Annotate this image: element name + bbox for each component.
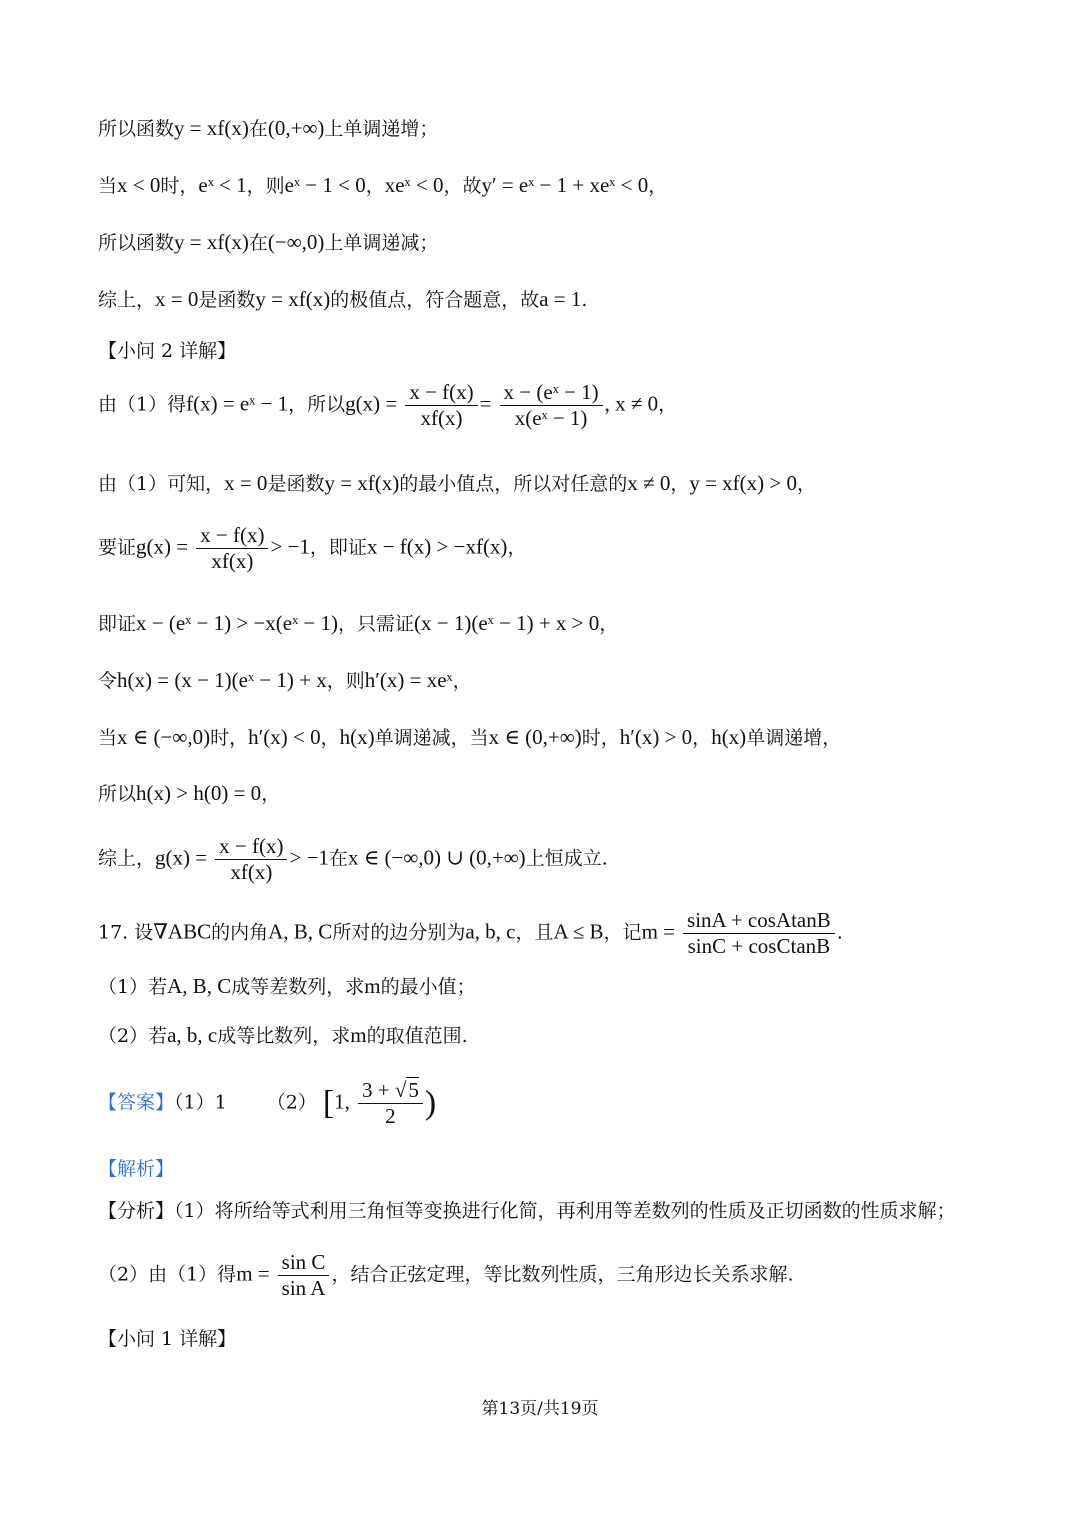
text: ， xyxy=(599,613,619,635)
line-4 xyxy=(98,289,587,310)
text: 时， xyxy=(160,175,199,197)
text: ，结合正弦定理，等比数列性质，三角形边长关系求解. xyxy=(331,1263,794,1286)
subsection-heading-1 xyxy=(98,1330,236,1349)
text: ， xyxy=(452,670,472,692)
math: y′ = eˣ − 1 + xeˣ < 0 xyxy=(481,173,649,197)
fraction xyxy=(500,380,603,431)
fraction xyxy=(405,380,477,431)
text: 即证 xyxy=(98,613,137,635)
bracket-right: ) xyxy=(424,1084,437,1122)
math: m xyxy=(350,1023,367,1047)
math: f(x) = eˣ − 1 xyxy=(186,391,289,416)
math: a = 1 xyxy=(539,287,582,311)
text: ，则 xyxy=(246,175,285,197)
analysis-label xyxy=(98,1160,174,1179)
text: 上单调递减； xyxy=(324,232,439,254)
math: h′(x) < 0 xyxy=(248,725,321,749)
text: 当 xyxy=(98,727,118,749)
problem-17-part-2 xyxy=(98,1025,468,1046)
denominator: xf(x) xyxy=(230,860,273,884)
line-9 xyxy=(98,613,618,634)
text: 要证 xyxy=(98,536,137,559)
math: m xyxy=(364,974,381,998)
text: 综上， xyxy=(98,847,156,870)
text: 上恒成立. xyxy=(525,847,608,870)
line-12 xyxy=(98,783,280,804)
text: 成等差数列，求 xyxy=(231,976,365,998)
text: ，即证 xyxy=(309,536,367,559)
text: 【解析】 xyxy=(98,1158,175,1180)
line-10 xyxy=(98,670,472,691)
line-2 xyxy=(98,175,667,196)
text: ，只需证 xyxy=(338,613,415,635)
text: 所以函数 xyxy=(98,118,175,140)
text: 由（1）得 xyxy=(98,393,187,416)
problem-17-statement xyxy=(98,908,843,959)
math: y = xf(x) xyxy=(324,471,400,495)
math: h′(x) > 0 xyxy=(619,725,693,749)
text: 所以函数 xyxy=(98,232,175,254)
bracket-left: [ xyxy=(322,1084,335,1122)
math: x < 0 xyxy=(117,173,161,197)
text: 成等比数列，求 xyxy=(217,1025,351,1047)
text: 所对的边分别为 xyxy=(332,921,466,944)
text: ， xyxy=(261,783,281,805)
fraction xyxy=(358,1078,423,1129)
text: 当 xyxy=(98,175,118,197)
text: 的最小值点，所以对任意的 xyxy=(399,473,628,495)
denominator: 2 xyxy=(385,1104,396,1128)
math: (0,+∞) xyxy=(267,116,325,140)
math: x = 0 xyxy=(224,471,268,495)
numerator: x − (eˣ − 1) xyxy=(500,380,603,406)
math: x ∈ (−∞,0) xyxy=(117,725,211,749)
text: 所以 xyxy=(98,783,137,805)
math: A, B, C xyxy=(268,919,333,944)
text: 【小问 1 详解】 xyxy=(98,1328,237,1350)
text: ， xyxy=(658,393,678,416)
fraction xyxy=(683,908,835,959)
math: > −1 xyxy=(289,845,329,870)
text: ，且 xyxy=(515,921,554,944)
line-8 xyxy=(98,523,526,574)
math: x ≠ 0 xyxy=(627,471,671,495)
text: 3 + xyxy=(361,1078,395,1102)
math: y = xf(x) > 0 xyxy=(689,471,798,495)
text: 综上， xyxy=(98,289,156,311)
math: y = xf(x) xyxy=(255,287,331,311)
denominator: x(eˣ − 1) xyxy=(514,406,588,430)
fraction xyxy=(215,834,287,885)
math: h′(x) = xeˣ xyxy=(364,668,453,692)
math: h(x) xyxy=(339,725,375,749)
text: 的最小值； xyxy=(380,976,476,998)
line-6 xyxy=(98,380,677,431)
text: 【小问 2 详解】 xyxy=(98,340,237,362)
fraction xyxy=(196,523,268,574)
math: , x ≠ 0 xyxy=(604,391,659,416)
math: A ≤ B xyxy=(553,919,604,944)
line-11 xyxy=(98,727,841,748)
math: g(x) = xyxy=(345,391,398,416)
math: x = 0 xyxy=(155,287,199,311)
problem-17-part-1 xyxy=(98,976,476,997)
math: h(x) > h(0) = 0 xyxy=(136,781,262,805)
text: 时， xyxy=(210,727,249,749)
math: = xyxy=(479,391,492,416)
text: ， xyxy=(797,473,817,495)
text: ，则 xyxy=(326,670,365,692)
text: ， xyxy=(670,473,690,495)
text: ，故 xyxy=(443,175,482,197)
math: x − (eˣ − 1) > −x(eˣ − 1) xyxy=(136,611,338,635)
math: > −1 xyxy=(270,534,310,559)
math: eˣ − 1 < 0 xyxy=(284,173,366,197)
math: xeˣ < 0 xyxy=(384,173,444,197)
answer-line xyxy=(98,1078,436,1129)
denominator: xf(x) xyxy=(420,406,463,430)
math: eˣ < 1 xyxy=(198,173,247,197)
math: a, b, c xyxy=(167,1023,218,1047)
text: ，所以 xyxy=(288,393,346,416)
numerator: x − f(x) xyxy=(196,523,268,549)
numerator: 3 + √5 xyxy=(358,1078,423,1104)
math: x ∈ (0,+∞) xyxy=(488,725,582,749)
math: x ∈ (−∞,0) ∪ (0,+∞) xyxy=(347,845,526,870)
analysis-text-1 xyxy=(98,1202,956,1221)
text: ， xyxy=(320,727,340,749)
numerator: x − f(x) xyxy=(215,834,287,860)
text: 令 xyxy=(98,670,118,692)
line-3 xyxy=(98,232,438,253)
text: ， xyxy=(692,727,712,749)
text: 的取值范围. xyxy=(366,1025,468,1047)
math: y = xf(x) xyxy=(174,230,249,254)
answer-label: 【答案】 xyxy=(98,1091,175,1114)
numerator: sin C xyxy=(278,1250,330,1276)
text: 由（1）可知， xyxy=(98,473,225,495)
math: a, b, c xyxy=(465,919,516,944)
analysis-text-2 xyxy=(98,1250,793,1301)
text: 的内角 xyxy=(211,921,269,944)
denominator: sin A xyxy=(281,1276,326,1300)
text: （2） xyxy=(266,1091,317,1114)
numerator: x − f(x) xyxy=(405,380,477,406)
math: ∇ABC xyxy=(153,919,212,944)
math: A, B, C xyxy=(167,974,232,998)
fraction xyxy=(278,1250,330,1301)
text: 单调递减，当 xyxy=(374,727,489,749)
denominator: sinC + cosCtanB xyxy=(687,934,831,958)
text: 时， xyxy=(581,727,620,749)
text: 的极值点，符合题意，故 xyxy=(330,289,540,311)
math: h(x) xyxy=(711,725,747,749)
text: ， xyxy=(648,175,668,197)
line-7 xyxy=(98,473,816,494)
text: （1）若 xyxy=(98,976,168,998)
text: （1）1 xyxy=(174,1091,227,1114)
text: 在 xyxy=(248,232,268,254)
text: （2）由（1）得 xyxy=(98,1263,237,1286)
math: y = xf(x) xyxy=(174,116,249,140)
text: ， xyxy=(365,175,385,197)
text: ， xyxy=(507,536,527,559)
line-1 xyxy=(98,118,438,139)
text: 【分析】（1）将所给等式利用三角恒等变换进行化简，再利用等差数列的性质及正切函数的性质求解； xyxy=(98,1200,956,1222)
text: . xyxy=(581,289,588,311)
numerator: sinA + cosAtanB xyxy=(683,908,835,934)
text: 是函数 xyxy=(267,473,325,495)
math: m = xyxy=(641,919,675,944)
text: 在 xyxy=(328,847,348,870)
page-footer: 第13页/共19页 xyxy=(481,1399,599,1419)
math: g(x) = xyxy=(155,845,208,870)
text: 在 xyxy=(248,118,268,140)
text: 是函数 xyxy=(198,289,256,311)
math: h(x) = (x − 1)(eˣ − 1) + x xyxy=(117,668,327,692)
denominator: xf(x) xyxy=(211,549,254,573)
text: （2）若 xyxy=(98,1025,168,1047)
text: 上单调递增； xyxy=(324,118,439,140)
text: 单调递增， xyxy=(746,727,842,749)
math: g(x) = xyxy=(136,534,189,559)
sqrt-radicand: 5 xyxy=(408,1078,419,1102)
math: 1, xyxy=(334,1089,350,1114)
math: (x − 1)(eˣ − 1) + x > 0 xyxy=(414,611,600,635)
text: 17. 设 xyxy=(98,921,154,944)
text: . xyxy=(836,921,843,944)
line-13 xyxy=(98,834,608,885)
math: x − f(x) > −xf(x) xyxy=(366,534,508,559)
text: ，记 xyxy=(603,921,642,944)
math: (−∞,0) xyxy=(267,230,325,254)
math: m = xyxy=(236,1261,270,1286)
subsection-heading-2 xyxy=(98,342,236,361)
